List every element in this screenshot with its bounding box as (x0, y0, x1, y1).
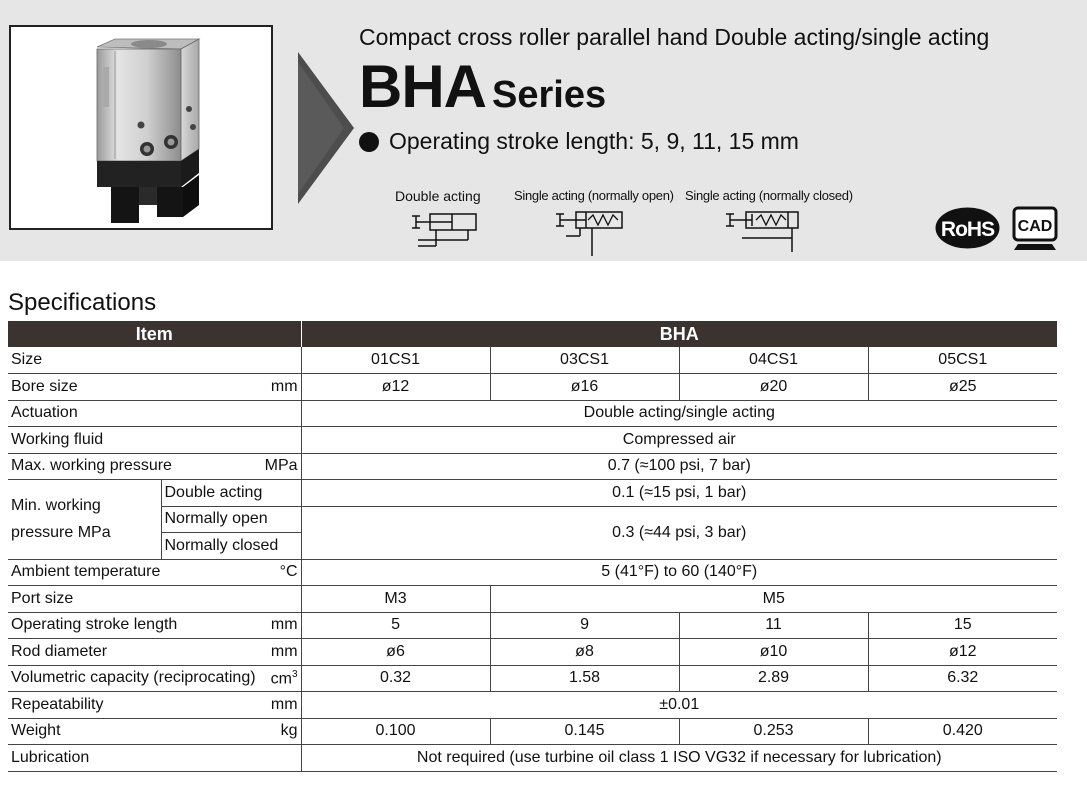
product-subtitle: Compact cross roller parallel hand Double acting/single acting (359, 24, 990, 50)
weight-cell: 0.253 (679, 718, 868, 745)
port-label: Port size (8, 586, 301, 613)
pointer-arrow (298, 52, 354, 204)
port-cell: M3 (301, 586, 490, 613)
actuation-label: Actuation (8, 400, 301, 427)
stroke-unit: mm (270, 616, 298, 634)
max-pressure-label: Max. working pressure (11, 457, 172, 475)
actuation-value: Double acting/single acting (301, 400, 1057, 427)
table-header-row (8, 321, 1057, 347)
row-lubrication (8, 745, 1057, 772)
cad-badge-text: CAD (1017, 218, 1053, 235)
specifications-table (8, 321, 1057, 772)
row-rod-diameter (8, 639, 1057, 666)
min-pressure-label-line2: pressure MPa (11, 524, 111, 542)
normally-closed-symbol-icon (722, 206, 802, 254)
double-acting-symbol-icon (408, 206, 480, 252)
port-cell: M5 (490, 586, 1057, 613)
ambient-label: Ambient temperature (11, 563, 161, 581)
row-working-fluid (8, 427, 1057, 454)
rod-cell: ø6 (301, 639, 490, 666)
volume-unit: cm (270, 669, 292, 687)
header-item: Item (8, 321, 301, 347)
rod-unit: mm (270, 642, 298, 660)
rod-cell: ø12 (868, 639, 1057, 666)
stroke-text: Operating stroke length: 5, 9, 11, 15 mm (389, 128, 799, 154)
row-actuation (8, 400, 1057, 427)
weight-label-cell (8, 718, 301, 745)
row-volumetric-capacity (8, 665, 1057, 692)
row-min-pressure-double (8, 480, 1057, 507)
size-cell: 04CS1 (679, 347, 868, 374)
rod-label: Rod diameter (11, 642, 108, 660)
min-pressure-single-value: 0.3 (≈44 psi, 3 bar) (301, 506, 1057, 559)
stroke-feature (359, 128, 799, 155)
stroke-label: Operating stroke length (11, 616, 178, 634)
max-pressure-label-cell (8, 453, 301, 480)
gripper-illustration (11, 27, 271, 228)
lube-value: Not required (use turbine oil class 1 ISO VG32 if necessary for lubrication) (301, 745, 1057, 772)
symbol-label-normally-closed: Single acting (normally closed) (685, 188, 853, 203)
bore-label-cell (8, 374, 301, 401)
bore-label: Bore size (11, 377, 78, 395)
size-cell: 05CS1 (868, 347, 1057, 374)
max-pressure-value: 0.7 (≈100 psi, 7 bar) (301, 453, 1057, 480)
row-port-size (8, 586, 1057, 613)
stroke-label-cell (8, 612, 301, 639)
cad-badge-icon (1012, 206, 1058, 252)
row-min-pressure-no (8, 506, 1057, 533)
row-max-pressure (8, 453, 1057, 480)
rod-cell: ø10 (679, 639, 868, 666)
rohs-badge-icon (935, 207, 1000, 249)
repeat-label-cell (8, 692, 301, 719)
bore-cell: ø25 (868, 374, 1057, 401)
volume-cell: 2.89 (679, 665, 868, 692)
min-pressure-no-label: Normally open (161, 506, 301, 533)
min-pressure-double-value: 0.1 (≈15 psi, 1 bar) (301, 480, 1057, 507)
min-pressure-label-cell (8, 480, 161, 560)
size-cell: 03CS1 (490, 347, 679, 374)
symbol-label-double: Double acting (395, 188, 481, 204)
volume-cell: 0.32 (301, 665, 490, 692)
volume-label-cell (8, 665, 301, 692)
bullet-icon (359, 132, 379, 152)
rod-label-cell (8, 639, 301, 666)
bore-cell: ø12 (301, 374, 490, 401)
volume-cell: 1.58 (490, 665, 679, 692)
weight-cell: 0.145 (490, 718, 679, 745)
stroke-cell: 15 (868, 612, 1057, 639)
repeat-label: Repeatability (11, 695, 104, 713)
bore-cell: ø16 (490, 374, 679, 401)
max-pressure-unit: MPa (264, 457, 298, 475)
weight-label: Weight (11, 722, 61, 740)
header-model: BHA (301, 321, 1057, 347)
lube-label: Lubrication (8, 745, 301, 772)
size-cell: 01CS1 (301, 347, 490, 374)
series-word: Series (492, 74, 607, 116)
rohs-badge-text: RoHS (940, 218, 995, 241)
ambient-label-cell (8, 559, 301, 586)
fluid-value: Compressed air (301, 427, 1057, 454)
size-label: Size (8, 347, 301, 374)
stroke-cell: 9 (490, 612, 679, 639)
symbol-label-normally-open: Single acting (normally open) (514, 188, 674, 203)
volume-label: Volumetric capacity (reciprocating) (11, 669, 256, 687)
volume-cell: 6.32 (868, 665, 1057, 692)
bore-unit: mm (270, 377, 298, 395)
row-repeatability (8, 692, 1057, 719)
repeat-value: ±0.01 (301, 692, 1057, 719)
volume-unit-sup: 3 (291, 668, 298, 680)
min-pressure-double-label: Double acting (161, 480, 301, 507)
model-name: BHA (359, 53, 486, 120)
row-ambient-temperature (8, 559, 1057, 586)
product-photo (9, 25, 273, 230)
min-pressure-nc-label: Normally closed (161, 533, 301, 560)
repeat-unit: mm (270, 695, 298, 713)
fluid-label: Working fluid (8, 427, 301, 454)
product-title (359, 52, 606, 121)
min-pressure-label-line1: Min. working (11, 497, 101, 515)
weight-cell: 0.100 (301, 718, 490, 745)
weight-unit: kg (280, 722, 298, 740)
stroke-cell: 5 (301, 612, 490, 639)
rod-cell: ø8 (490, 639, 679, 666)
row-weight (8, 718, 1057, 745)
normally-open-symbol-icon (552, 206, 624, 258)
weight-cell: 0.420 (868, 718, 1057, 745)
ambient-unit: °C (279, 563, 298, 581)
row-bore-size (8, 374, 1057, 401)
specifications-heading: Specifications (8, 289, 157, 316)
stroke-cell: 11 (679, 612, 868, 639)
row-size (8, 347, 1057, 374)
ambient-value: 5 (41°F) to 60 (140°F) (301, 559, 1057, 586)
row-stroke-length (8, 612, 1057, 639)
header-banner (0, 0, 1087, 261)
bore-cell: ø20 (679, 374, 868, 401)
